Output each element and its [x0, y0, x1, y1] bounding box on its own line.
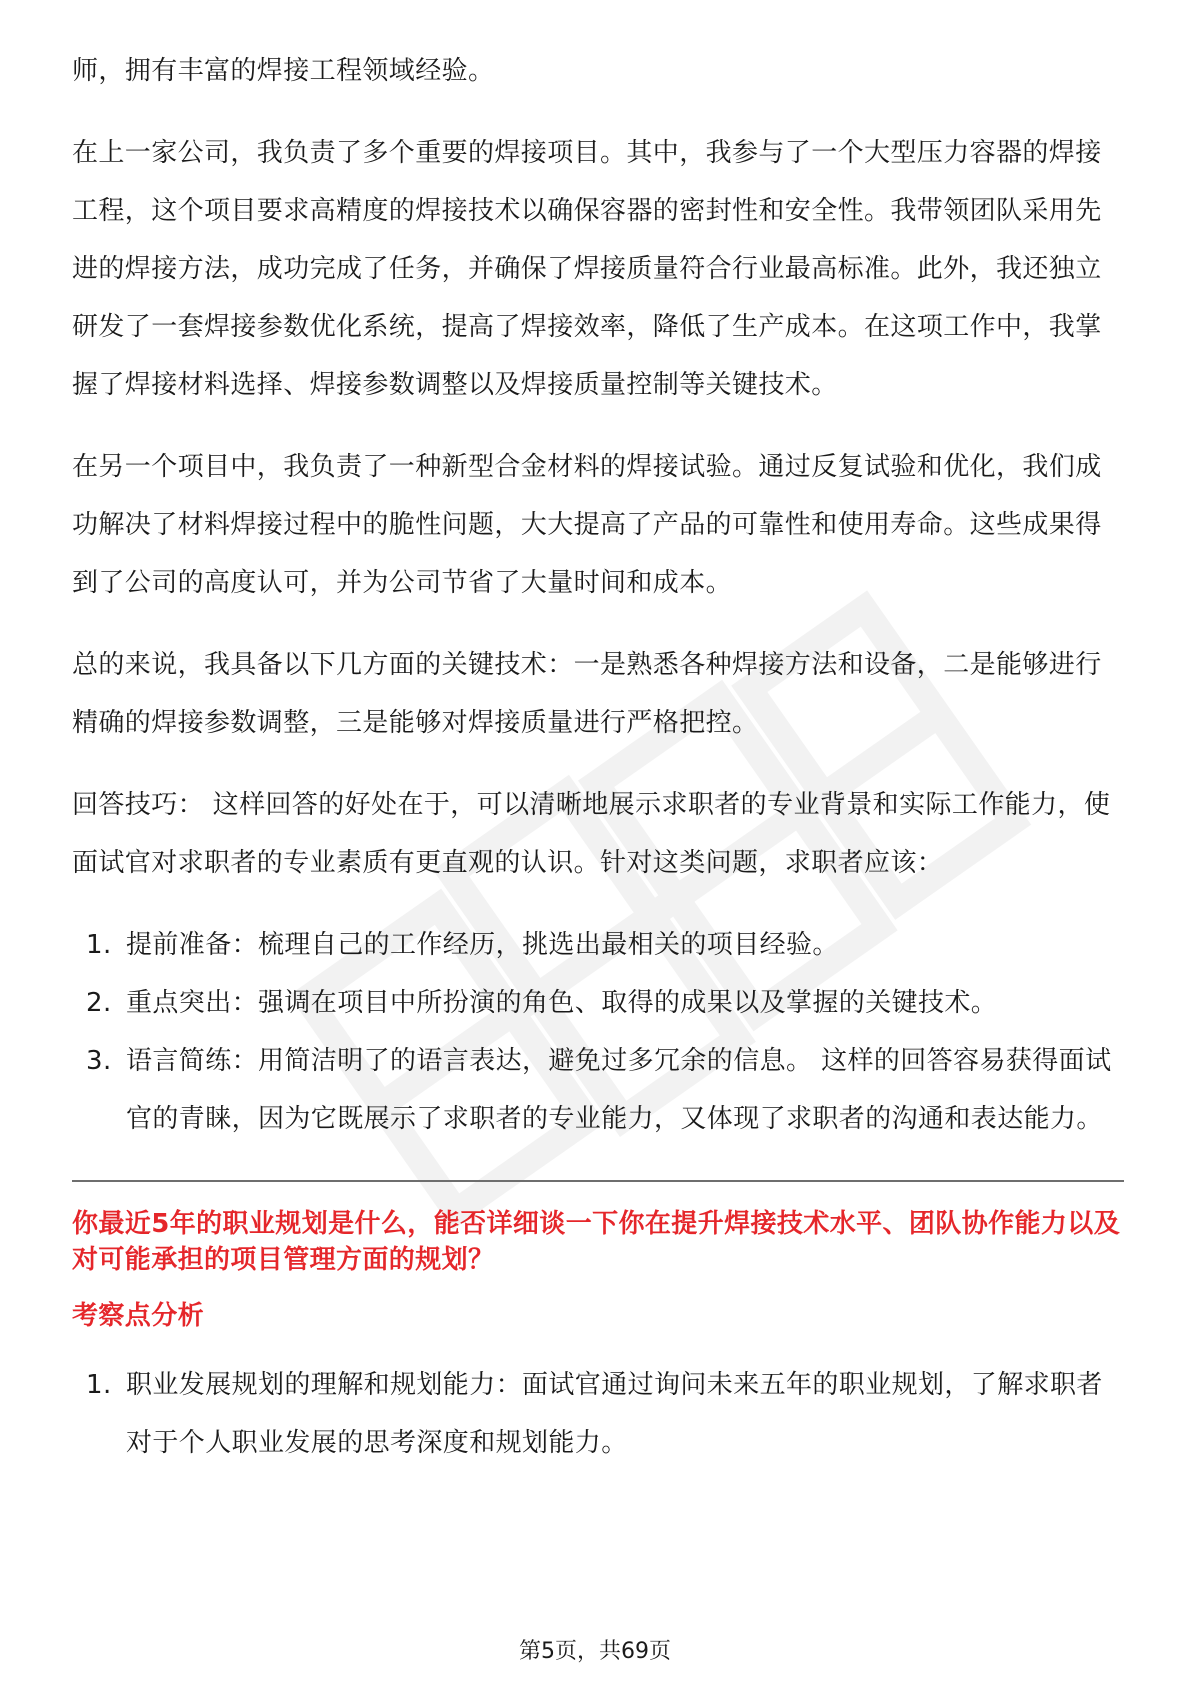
tips-list	[72, 916, 1122, 1148]
list-number: 2.	[86, 988, 112, 1018]
page-number-footer: 第5页，共69页	[519, 1639, 671, 1664]
analysis-list	[72, 1356, 1122, 1472]
interview-question: 你最近5年的职业规划是什么，能否详细谈一下你在提升焊接技术水平、团队协作能力以及对可能承担的项目管理方面的规划？	[72, 1209, 1121, 1275]
list-item	[72, 916, 1122, 974]
list-item	[72, 1356, 1122, 1472]
paragraph: 在另一个项目中，我负责了一种新型合金材料的焊接试验。通过反复试验和优化，我们成功解决了材料焊接过程中的脆性问题，大大提高了产品的可靠性和使用寿命。这些成果得到了公司的高度认可，并为公司节省了大量时间和成本。	[72, 452, 1102, 598]
list-item	[72, 1032, 1122, 1148]
answer-tips-paragraph: 回答技巧： 这样回答的好处在于，可以清晰地展示求职者的专业背景和实际工作能力，使面试官对求职者的专业素质有更直观的认识。针对这类问题，求职者应该：	[72, 790, 1111, 878]
paragraph: 总的来说，我具备以下几方面的关键技术：一是熟悉各种焊接方法和设备，二是能够进行精确的焊接参数调整，三是能够对焊接质量进行严格把控。	[72, 650, 1102, 738]
list-item	[72, 974, 1122, 1032]
list-item-text: 重点突出：强调在项目中所扮演的角色、取得的成果以及掌握的关键技术。	[126, 988, 998, 1018]
section-title: 考察点分析	[72, 1301, 205, 1331]
list-number: 3.	[86, 1046, 112, 1076]
list-item-text: 提前准备：梳理自己的工作经历，挑选出最相关的项目经验。	[126, 930, 839, 960]
paragraph: 师，拥有丰富的焊接工程领域经验。	[72, 56, 495, 86]
list-number: 1.	[86, 1370, 112, 1400]
section-divider	[72, 1180, 1124, 1182]
list-item-text: 职业发展规划的理解和规划能力：面试官通过询问未来五年的职业规划，了解求职者对于个人职业发展的思考深度和规划能力。	[126, 1370, 1103, 1458]
paragraph: 在上一家公司，我负责了多个重要的焊接项目。其中，我参与了一个大型压力容器的焊接工程，这个项目要求高精度的焊接技术以确保容器的密封性和安全性。我带领团队采用先进的焊接方法，成功完成了任务，并确保了焊接质量符合行业最高标准。此外，我还独立研发了一套焊接参数优化系统，提高了焊接效率，降低了生产成本。在这项工作中，我掌握了焊接材料选择、焊接参数调整以及焊接质量控制等关键技术。	[72, 138, 1102, 400]
document-body	[72, 42, 1122, 1472]
list-number: 1.	[86, 930, 112, 960]
list-item-text: 语言简练：用简洁明了的语言表达，避免过多冗余的信息。 这样的回答容易获得面试官的青睐，因为它既展示了求职者的专业能力，又体现了求职者的沟通和表达能力。	[126, 1046, 1112, 1134]
